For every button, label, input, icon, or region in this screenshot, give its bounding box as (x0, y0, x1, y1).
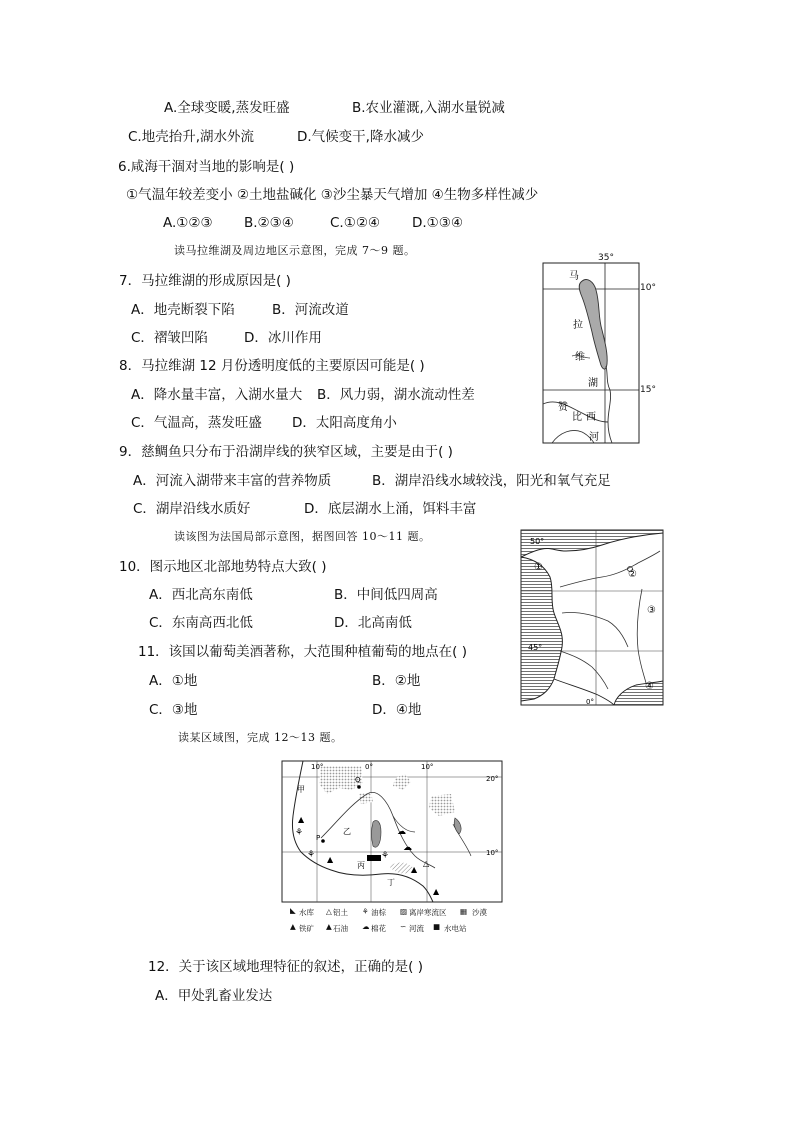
svg-text:⚘: ⚘ (381, 851, 390, 861)
malawi-lake-label-4: 湖 (588, 378, 598, 389)
q7-option-c: C．褶皱凹陷 (131, 330, 208, 346)
svg-text:☁: ☁ (403, 843, 412, 853)
svg-text:▲: ▲ (298, 815, 305, 824)
africa-map-legend: ◣ 水库 △ 铝土 ⚘ 油棕 ▨ 离岸寒流区 ▦ 沙漠 ▲ 铁矿 ▲ 石油 ☁ 棉花 ∽ 河流 ■ 水电站 (290, 906, 487, 933)
west-africa-map (281, 760, 503, 903)
intro-7-9: 读马拉维湖及周边地区示意图，完成 7～9 题。 (174, 244, 416, 257)
q12-stem: 12．关于该区域地理特征的叙述，正确的是( ) (148, 959, 424, 975)
legend-bauxite: 铝土 (333, 908, 348, 917)
q6-option-a: A.①②③ (163, 215, 213, 231)
q8-stem: 8．马拉维湖 12 月份透明度低的主要原因可能是( ) (119, 358, 425, 374)
q9-option-a: A．河流入湖带来丰富的营养物质 (133, 473, 332, 489)
q9-option-d: D．底层湖水上涌，饵料丰富 (304, 501, 477, 517)
malawi-lake-label-2: 拉 (573, 320, 583, 331)
q6-stem: 6.咸海干涸对当地的影响是( ) (118, 159, 295, 175)
q12-option-a: A．甲处乳畜业发达 (155, 988, 273, 1004)
intro-12-13: 读某区域图，完成 12～13 题。 (178, 731, 343, 744)
legend-hydro: 水电站 (444, 924, 467, 933)
q7-stem: 7．马拉维湖的形成原因是( ) (119, 273, 291, 289)
q7-option-d: D．冰川作用 (244, 330, 322, 346)
q6-option-b: B.②③④ (244, 215, 294, 231)
place-q: Q (355, 776, 361, 784)
legend-oil: 石油 (333, 924, 348, 933)
legend-cotton: 棉花 (371, 924, 386, 933)
q10-option-a: A．西北高东南低 (149, 587, 253, 603)
q7-option-a: A．地壳断裂下陷 (131, 302, 235, 318)
zambezi-label-3: 西 (586, 412, 596, 423)
q8-option-d: D．太阳高度角小 (292, 415, 397, 431)
place-bing: 丙 (357, 861, 365, 870)
q5-option-c: C.地壳抬升,湖水外流 (128, 129, 255, 145)
legend-desert: 沙漠 (472, 908, 487, 917)
legend-oil-palm: 油棕 (371, 908, 386, 917)
malawi-lake-label-3: 维 (575, 352, 585, 363)
q11-option-b: B．②地 (372, 673, 421, 689)
q5-option-a: A.全球变暖,蒸发旺盛 (164, 100, 290, 116)
france-lat-45: 45° (528, 643, 543, 652)
france-lat-50: 50° (530, 537, 545, 546)
malawi-lon-label: 35° (598, 253, 614, 263)
q11-option-d: D．④地 (372, 702, 422, 718)
africa-lat-label-2: 10° (486, 849, 499, 857)
q9-option-b: B．湖岸沿线水域较浅，阳光和氧气充足 (372, 473, 611, 489)
malawi-lat-bottom: 15° (640, 385, 656, 395)
svg-text:▲: ▲ (327, 855, 334, 864)
place-ding: 丁 (387, 878, 395, 887)
france-marker-3: ③ (647, 605, 656, 616)
q8-option-c: C．气温高，蒸发旺盛 (131, 415, 262, 431)
q8-option-b: B．风力弱，湖水流动性差 (317, 387, 475, 403)
africa-lon-label-1: 10° (311, 763, 324, 771)
legend-river: 河流 (409, 924, 424, 933)
q11-option-a: A．①地 (149, 673, 198, 689)
legend-iron: 铁矿 (299, 924, 314, 933)
zambezi-label-1: 赞 (558, 402, 568, 413)
place-p: P (316, 834, 321, 842)
q10-option-c: C．东南高西北低 (149, 615, 253, 631)
france-marker-1: ① (534, 562, 543, 573)
svg-text:☁: ☁ (397, 827, 406, 837)
svg-text:⚘: ⚘ (307, 850, 316, 860)
q6-option-c: C.①②④ (330, 215, 381, 231)
q7-option-b: B．河流改道 (272, 302, 349, 318)
france-lon-0: 0° (586, 698, 594, 706)
q10-option-d: D．北高南低 (334, 615, 412, 631)
malawi-lake-map (542, 262, 640, 444)
q10-option-b: B．中间低四周高 (334, 587, 438, 603)
q9-option-c: C．湖岸沿线水质好 (133, 501, 251, 517)
q10-stem: 10．图示地区北部地势特点大致( ) (119, 559, 327, 575)
africa-lon-label-2: 0° (365, 763, 373, 771)
q5-option-d: D.气候变干,降水减少 (297, 129, 424, 145)
france-marker-4: ④ (645, 681, 654, 692)
svg-text:△: △ (423, 859, 430, 868)
malawi-lat-top: 10° (640, 283, 656, 293)
q11-option-c: C．③地 (149, 702, 198, 718)
svg-text:▲: ▲ (433, 887, 440, 896)
q9-stem: 9．慈鲷鱼只分布于沿湖岸线的狭窄区域，主要是由于( ) (119, 444, 453, 460)
q5-option-b: B.农业灌溉,入湖水量锐减 (352, 100, 505, 116)
france-map (520, 529, 664, 706)
malawi-lake-label-1: 马 (569, 271, 579, 282)
legend-cold-current: 离岸寒流区 (409, 908, 447, 917)
intro-10-11: 读该图为法国局部示意图，据图回答 10～11 题。 (174, 530, 431, 543)
zambezi-label-2: 比 (572, 412, 582, 423)
africa-lon-label-3: 10° (421, 763, 434, 771)
zambezi-label-4: 河 (589, 432, 599, 443)
place-jia: 甲 (297, 785, 305, 794)
legend-reservoir: 水库 (299, 908, 314, 917)
france-marker-2: ② (628, 569, 637, 580)
q11-stem: 11．该国以葡萄美酒著称，大范围种植葡萄的地点在( ) (138, 644, 468, 660)
place-yi: 乙 (343, 827, 351, 836)
svg-text:▲: ▲ (411, 865, 418, 874)
q8-option-a: A．降水量丰富，入湖水量大 (131, 387, 303, 403)
q6-items: ①气温年较差变小 ②土地盐碱化 ③沙尘暴天气增加 ④生物多样性减少 (126, 187, 539, 203)
svg-text:⚘: ⚘ (295, 828, 304, 838)
q6-option-d: D.①③④ (412, 215, 463, 231)
africa-lat-label-1: 20° (486, 775, 499, 783)
